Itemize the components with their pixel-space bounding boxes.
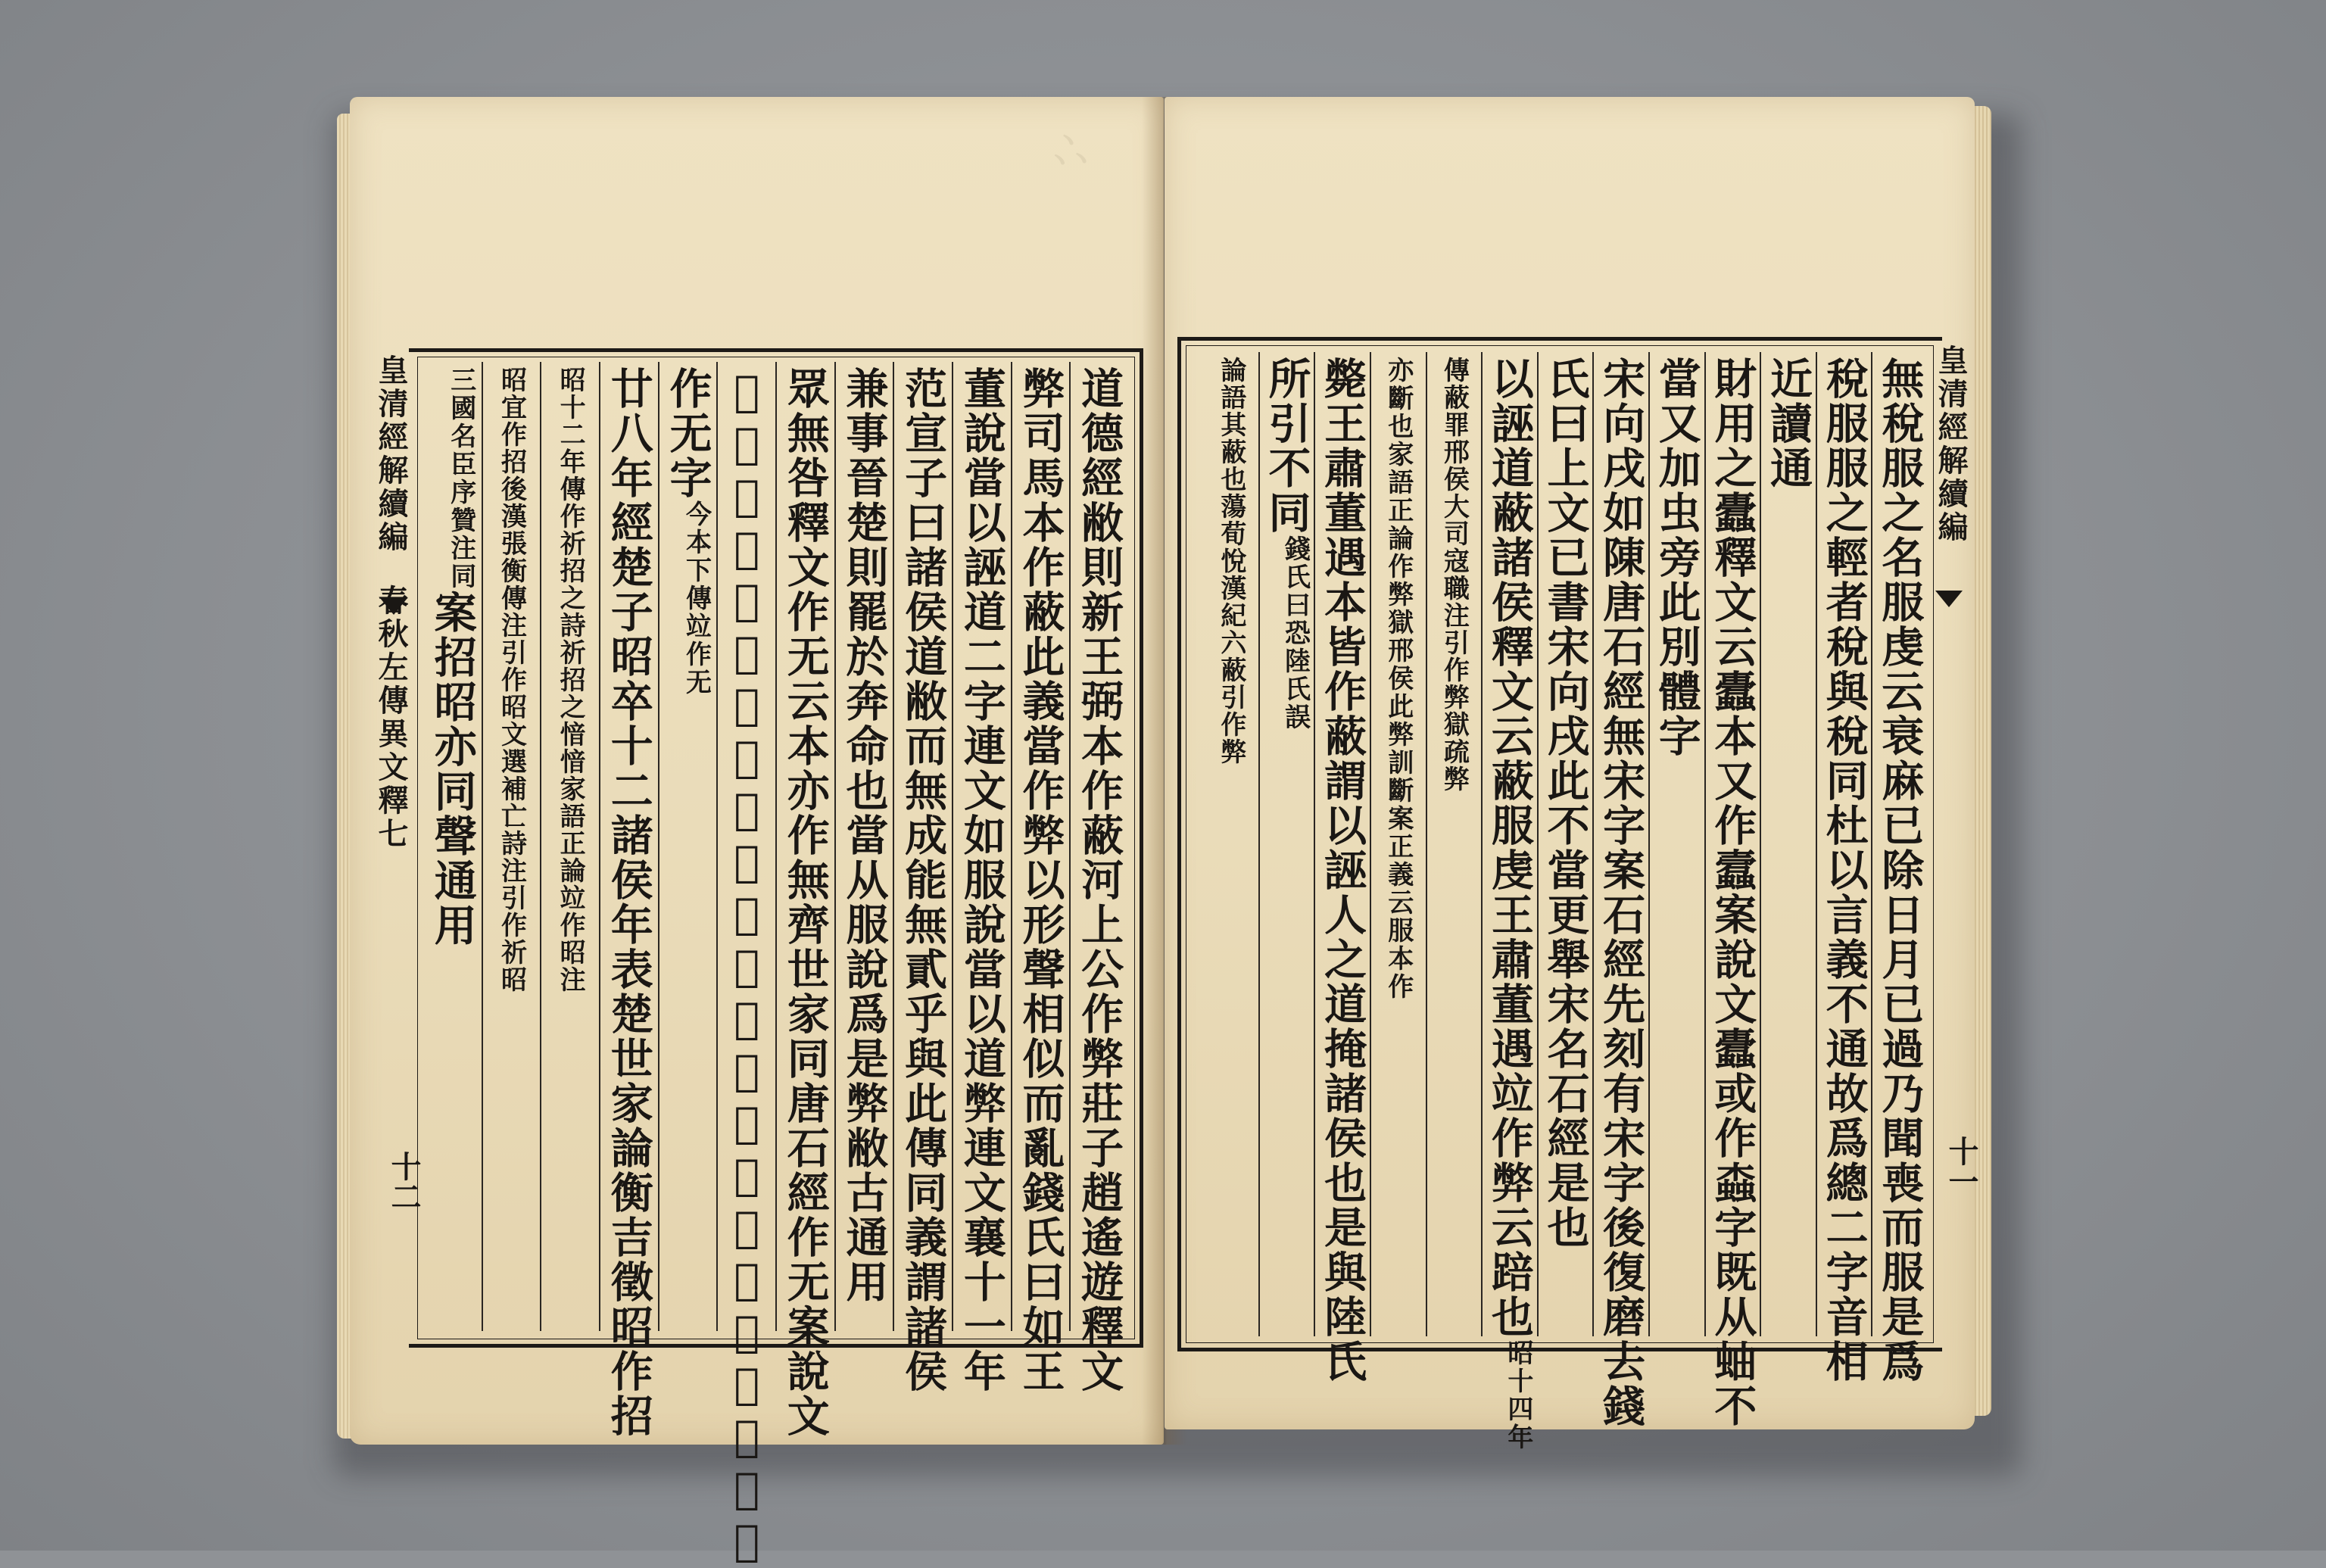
right-page-margin-title: 皇清經解續編 (1933, 344, 1969, 544)
column-text: 范宣子曰諸侯道敝而無成能無貳乎與此傳同義謂諸侯 (898, 366, 949, 1394)
interlinear-note: 錢氏曰恐陸氏誤 (1280, 535, 1311, 731)
text-column (1537, 352, 1593, 1336)
text-column (482, 362, 541, 1331)
column-text: 董說當以誣道二字連文如服說當以道弊連文襄十一年 (956, 366, 1007, 1394)
left-page-folio: 十二 (386, 1151, 422, 1211)
interlinear-note: 昭十四年 (1502, 1339, 1533, 1451)
column-text: 斃王肅董遇本皆作蔽謂以誣人之道掩諸侯也是與陸氏 (1317, 357, 1368, 1384)
bleed-through-text: 𠁼 (1046, 129, 1094, 176)
interlinear-note: 案正義云服本作 (1383, 805, 1414, 1001)
column-text: 近讀通 (1763, 357, 1813, 491)
column-text: 財用之蠹釋文云蠹本又作蠧案說文蠹或作螙字既从蚰不 (1707, 357, 1758, 1429)
text-column (1258, 352, 1314, 1336)
text-column (1314, 352, 1370, 1384)
text-column (1370, 352, 1426, 1336)
text-column (775, 362, 834, 1439)
column-text: 道德經敝則新王弼本作蔽河上公作弊莊子趙遙遊釋文 (1074, 366, 1125, 1394)
indented-column-text: 昭十二年傳作祈招之詩祈招之愔愔家語正論竝作昭注 (555, 366, 586, 993)
interlinear-note-column: 傳蔽罪邢侯大司寇職注引作弊獄疏弊 (1439, 357, 1470, 793)
column-text: 作无字 (663, 366, 713, 500)
text-column (1648, 352, 1704, 1336)
indented-column-text: 昭宜作招後漢張衡傳注引作昭文選補亡詩注引作祈昭 (496, 366, 527, 993)
text-column (1592, 352, 1648, 1429)
column-text: 案招昭亦同聲通用 (427, 591, 478, 948)
column-text: 以誣道蔽諸侯釋文云蔽服虔王肅董遇竝作弊云踣也 (1484, 357, 1535, 1339)
text-column (1760, 352, 1816, 1336)
column-text: 弊司馬本作蔽此義當作弊以形聲相似而亂錢氏曰如王 (1015, 366, 1066, 1394)
column-text: 眾無咎釋文作无云本亦作無齊世家同唐石經作无案說文 (780, 366, 831, 1439)
text-column (834, 362, 893, 1331)
text-column (1816, 352, 1872, 1384)
left-page-text-columns (424, 362, 1128, 1568)
column-text: 𣠮奇字作无云無通於无者虛無道也今作無隸變體易皆 (722, 366, 772, 1568)
column-text-with-annotation (663, 366, 713, 1328)
text-column (1426, 352, 1482, 1336)
column-text: 宋向戌如陳唐石經無宋字案石經先刻有宋字後復磨去錢 (1596, 357, 1647, 1429)
column-text-with-annotation (1484, 357, 1535, 1451)
right-page-text-columns (1204, 352, 1927, 1451)
column-text: 廿八年經楚子昭卒十二諸侯年表楚世家論衡吉徵昭作招 (603, 366, 654, 1439)
text-column (1069, 362, 1128, 1394)
interlinear-note: 三國名臣序贊注同 (445, 366, 476, 591)
column-text-with-annotation (427, 366, 478, 1328)
text-column (599, 362, 658, 1439)
left-fish-tail-mark (380, 598, 407, 615)
text-column (1481, 352, 1537, 1451)
column-text-with-annotation (1261, 357, 1312, 1318)
interlinear-note: 今本下傳竝作无 (681, 500, 712, 697)
text-column (424, 362, 482, 1331)
indented-column-text: 論語其蔽也蕩荀悅漢紀六蔽引作弊 (1215, 357, 1246, 765)
text-column (658, 362, 717, 1331)
text-column (893, 362, 952, 1394)
left-margin-section-text: 春秋左傳異文釋七 (373, 584, 409, 851)
text-column (952, 362, 1011, 1394)
interlinear-note: 亦斷也家語正論作弊獄邢侯此弊訓斷 (1383, 357, 1414, 805)
column-text-with-annotation (1383, 357, 1414, 1318)
text-column (716, 362, 775, 1568)
right-page-folio: 十一 (1944, 1136, 1979, 1196)
right-fish-tail-mark (1935, 591, 1963, 607)
column-text: 所引不同 (1261, 357, 1312, 535)
left-margin-title-text: 皇清經解續編 (373, 354, 409, 554)
text-column (1704, 352, 1760, 1429)
text-column (540, 362, 599, 1331)
text-column (1011, 362, 1070, 1394)
column-text: 兼事晉楚則罷於奔命也當从服說爲是弊敝古通用 (839, 366, 890, 1305)
text-column (1871, 352, 1927, 1384)
column-text: 無稅服之名服虔云衰麻已除日月已過乃聞喪而服是爲 (1875, 357, 1925, 1384)
column-text: 稅服服之輕者稅與稅同杜以言義不通故爲總二字音相 (1819, 357, 1869, 1384)
column-text: 氏曰上文已書宋向戌此不當更舉宋名石經是也 (1540, 357, 1591, 1250)
column-text: 當又加虫旁此別體字 (1651, 357, 1702, 759)
text-column (1204, 352, 1258, 1336)
